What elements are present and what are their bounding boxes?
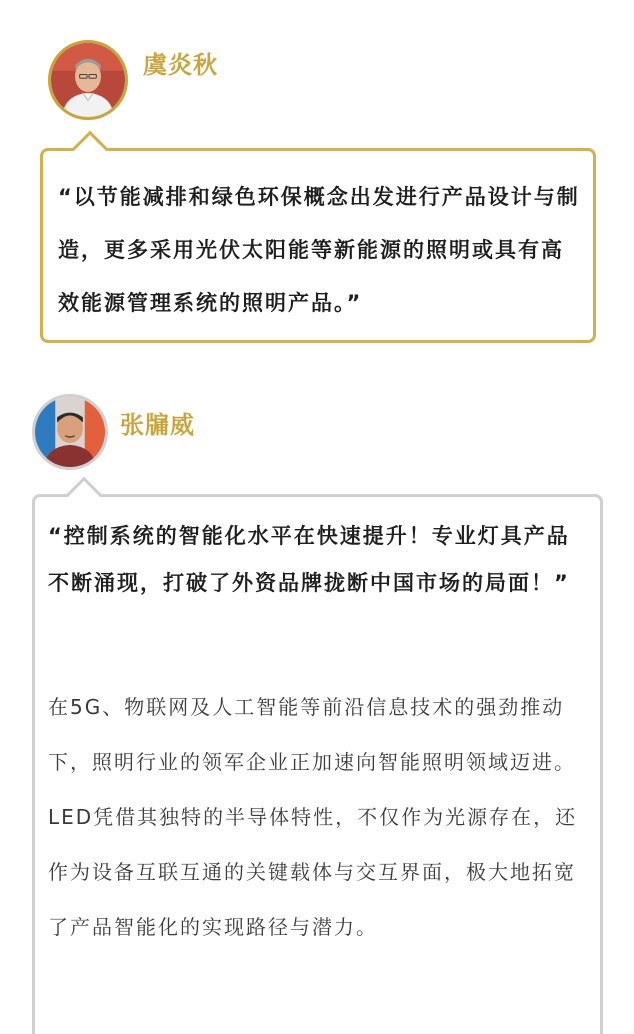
quote-card <box>32 494 603 1034</box>
author-name: 虞炎秋 <box>143 51 218 79</box>
quote-card <box>40 148 596 343</box>
avatar <box>48 40 128 120</box>
person-photo-icon <box>51 43 125 117</box>
avatar <box>32 394 108 470</box>
person-photo-icon <box>35 397 105 467</box>
speech-tail <box>66 477 103 514</box>
quote-text: “控制系统的智能化水平在快速提升！专业灯具产品不断涌现，打破了外资品牌拢断中国市场的局面！” <box>48 524 570 595</box>
body-text: 在5G、物联网及人工智能等前沿信息技术的强劲推动下，照明行业的领军企业正加速向智能照明领域迈进。LED凭借其独特的半导体特性，不仅作为光源存在，还作为设备互联互通的关键载体与交互界面，极大地拓宽了产品智能化的实现路径与潜力。 <box>48 695 578 939</box>
speech-tail <box>72 131 109 168</box>
author-name: 张牖威 <box>120 411 195 439</box>
quote-text: “以节能减排和绿色环保概念出发进行产品设计与制造，更多采用光伏太阳能等新能源的照明或具有高效能源管理系统的照明产品。” <box>58 185 580 315</box>
